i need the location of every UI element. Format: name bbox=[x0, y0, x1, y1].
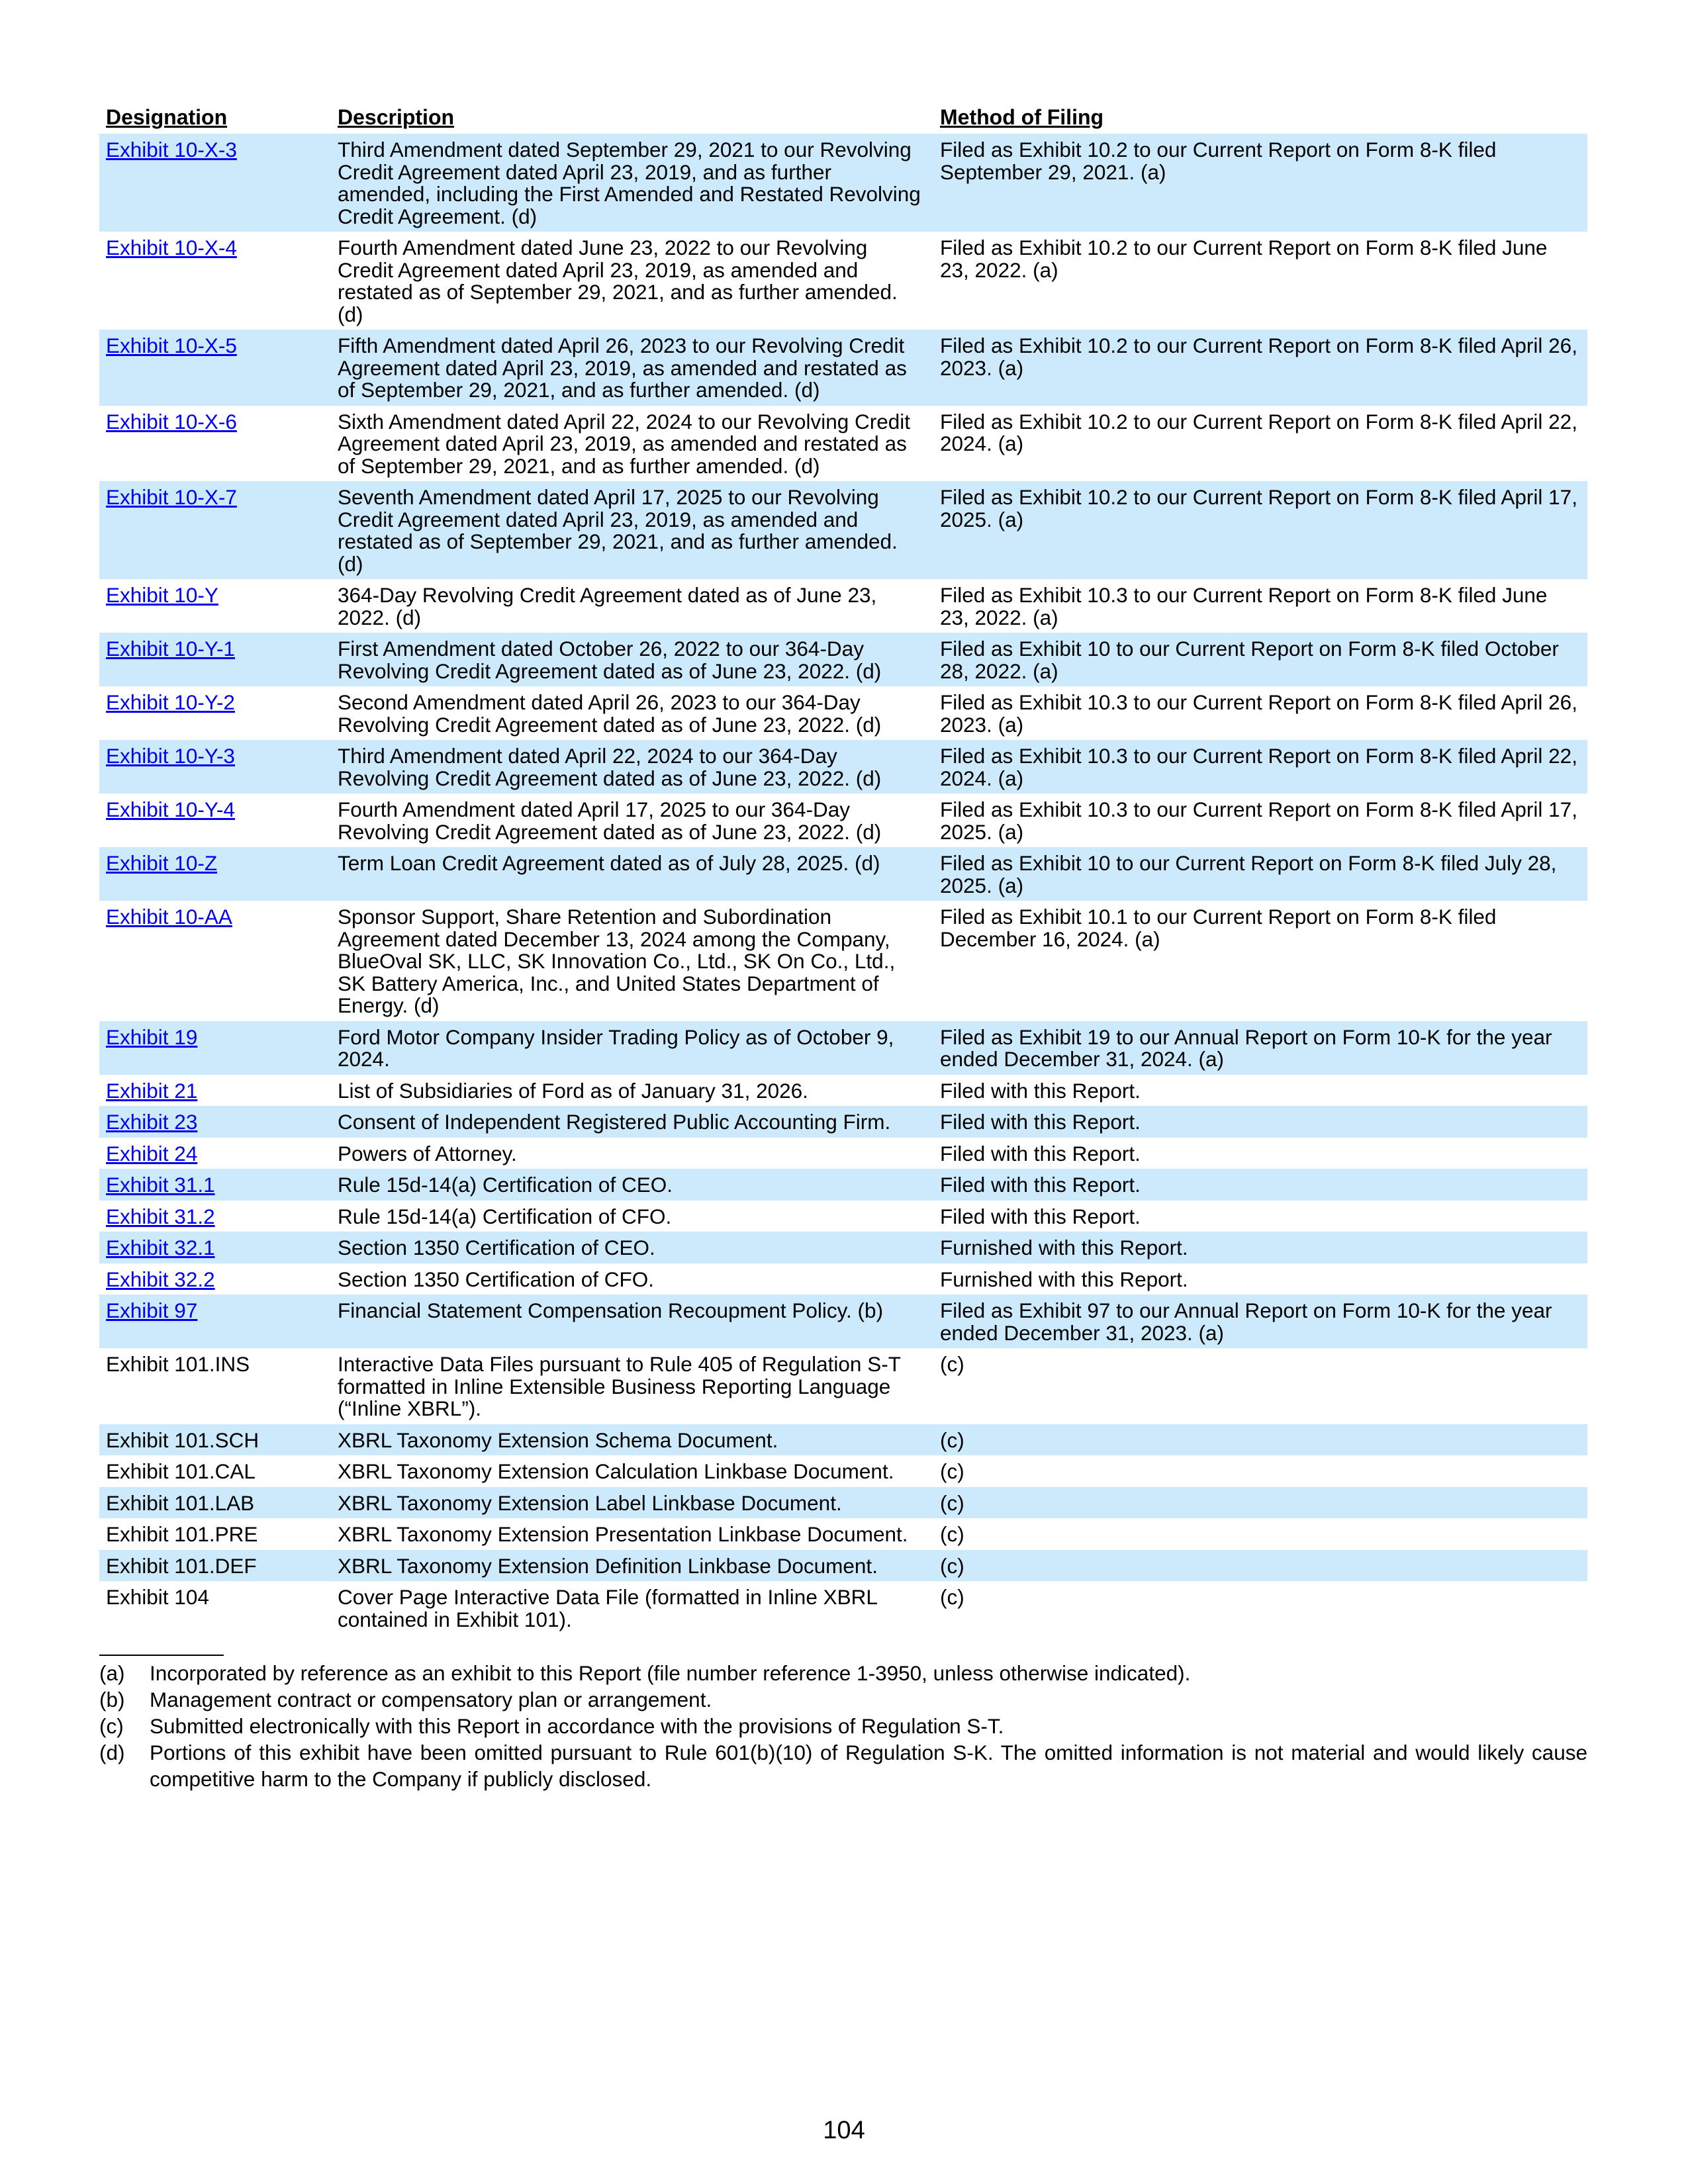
designation-cell bbox=[99, 740, 331, 794]
footnote-text: Incorporated by reference as an exhibit to this Report (file number reference 1-3950, unless otherwise indicated). bbox=[150, 1661, 1191, 1685]
method-of-filing-cell: (c) bbox=[933, 1424, 1587, 1456]
designation-cell bbox=[99, 1201, 331, 1232]
footnote-key: (d) bbox=[99, 1741, 125, 1764]
method-of-filing-cell: Filed as Exhibit 10.1 to our Current Report on Form 8-K filed December 16, 2024. (a) bbox=[940, 905, 1497, 951]
table-row bbox=[99, 1518, 1587, 1550]
description-cell: Second Amendment dated April 26, 2023 to our 364-Day Revolving Credit Agreement dated as of June 23, 2022. (d) bbox=[338, 690, 882, 737]
description-cell: Third Amendment dated April 22, 2024 to our 364-Day Revolving Credit Agreement dated as of June 23, 2022. (d) bbox=[331, 740, 933, 794]
description-cell: Sixth Amendment dated April 22, 2024 to our Revolving Credit Agreement dated April 23, 2019, as amended and restated as of September 29, 2021, and as further amended. (d) bbox=[338, 409, 911, 478]
description-cell: XBRL Taxonomy Extension Definition Linkbase Document. bbox=[331, 1550, 933, 1582]
exhibit-designation: Exhibit 101.CAL bbox=[106, 1459, 256, 1483]
footnote-key: (b) bbox=[99, 1688, 125, 1711]
description-cell: First Amendment dated October 26, 2022 to our 364-Day Revolving Credit Agreement dated as of June 23, 2022. (d) bbox=[331, 633, 933, 686]
designation-cell bbox=[99, 134, 331, 232]
exhibits-table bbox=[99, 99, 1587, 1635]
exhibit-link[interactable]: Exhibit 10-X-5 bbox=[106, 334, 237, 357]
footnote-text: Submitted electronically with this Report in accordance with the provisions of Regulation S-T. bbox=[150, 1714, 1004, 1738]
table-row bbox=[99, 1075, 1587, 1107]
designation-cell bbox=[99, 1424, 331, 1456]
exhibit-link[interactable]: Exhibit 10-Z bbox=[106, 851, 218, 875]
table-row bbox=[99, 1424, 1587, 1456]
footnote bbox=[99, 1660, 1587, 1686]
designation-cell bbox=[99, 686, 331, 740]
exhibit-designation: Exhibit 104 bbox=[106, 1585, 209, 1609]
table-row bbox=[99, 579, 1587, 633]
method-of-filing-cell: Filed as Exhibit 10 to our Current Report on Form 8-K filed October 28, 2022. (a) bbox=[933, 633, 1587, 686]
method-of-filing-cell: Filed with this Report. bbox=[940, 1078, 1141, 1103]
table-row bbox=[99, 1138, 1587, 1169]
description-cell: Rule 15d-14(a) Certification of CFO. bbox=[338, 1204, 672, 1228]
description-cell: Interactive Data Files pursuant to Rule 405 of Regulation S-T formatted in Inline Extensible Business Reporting Language (“Inline XBRL”). bbox=[338, 1352, 901, 1420]
exhibit-link[interactable]: Exhibit 97 bbox=[106, 1298, 198, 1322]
table-row bbox=[99, 740, 1587, 794]
method-of-filing-cell: Filed as Exhibit 10.2 to our Current Report on Form 8-K filed September 29, 2021. (a) bbox=[933, 134, 1587, 232]
table-row bbox=[99, 686, 1587, 740]
description-cell: XBRL Taxonomy Extension Calculation Linkbase Document. bbox=[338, 1459, 894, 1483]
exhibit-link[interactable]: Exhibit 10-AA bbox=[106, 905, 232, 929]
method-of-filing-cell: (c) bbox=[933, 1550, 1587, 1582]
table-row bbox=[99, 406, 1587, 482]
exhibit-link[interactable]: Exhibit 21 bbox=[106, 1078, 198, 1103]
table-row bbox=[99, 1201, 1587, 1232]
method-of-filing-cell: Filed with this Report. bbox=[933, 1106, 1587, 1138]
designation-cell bbox=[99, 1075, 331, 1107]
table-row bbox=[99, 330, 1587, 406]
exhibit-link[interactable]: Exhibit 32.1 bbox=[106, 1236, 215, 1259]
table-row bbox=[99, 1263, 1587, 1295]
exhibit-link[interactable]: Exhibit 10-Y-3 bbox=[106, 744, 235, 768]
footnote-text: Management contract or compensatory plan or arrangement. bbox=[150, 1688, 712, 1711]
exhibit-link[interactable]: Exhibit 10-Y-4 bbox=[106, 797, 235, 821]
designation-cell bbox=[99, 901, 331, 1021]
header-method-of-filing: Method of Filing bbox=[940, 105, 1104, 129]
table-header-row bbox=[99, 99, 1587, 134]
table-row bbox=[99, 794, 1587, 847]
method-of-filing-cell: Filed with this Report. bbox=[940, 1204, 1141, 1228]
designation-cell bbox=[99, 232, 331, 330]
description-cell: Consent of Independent Registered Public Accounting Firm. bbox=[331, 1106, 933, 1138]
designation-cell bbox=[99, 1263, 331, 1295]
method-of-filing-cell: Filed as Exhibit 10.3 to our Current Report on Form 8-K filed April 22, 2024. (a) bbox=[933, 740, 1587, 794]
exhibit-link[interactable]: Exhibit 10-X-3 bbox=[106, 138, 237, 161]
description-cell: Term Loan Credit Agreement dated as of July 28, 2025. (d) bbox=[331, 847, 933, 901]
description-cell: Section 1350 Certification of CEO. bbox=[331, 1232, 933, 1263]
designation-cell bbox=[99, 1550, 331, 1582]
method-of-filing-cell: Filed as Exhibit 10.2 to our Current Report on Form 8-K filed April 26, 2023. (a) bbox=[933, 330, 1587, 406]
description-cell: XBRL Taxonomy Extension Label Linkbase Document. bbox=[331, 1487, 933, 1519]
table-row bbox=[99, 1295, 1587, 1348]
exhibit-link[interactable]: Exhibit 19 bbox=[106, 1024, 198, 1049]
designation-cell bbox=[99, 1106, 331, 1138]
method-of-filing-cell: (c) bbox=[940, 1522, 964, 1546]
exhibit-link[interactable]: Exhibit 10-Y-1 bbox=[106, 637, 235, 660]
designation-cell bbox=[99, 1581, 331, 1635]
exhibit-designation: Exhibit 101.DEF bbox=[106, 1553, 257, 1578]
table-row bbox=[99, 481, 1587, 579]
method-of-filing-cell: Filed as Exhibit 97 to our Annual Report on Form 10-K for the year ended December 31, 2023. (a) bbox=[933, 1295, 1587, 1348]
footnote bbox=[99, 1739, 1587, 1792]
footnote-key: (a) bbox=[99, 1661, 125, 1685]
method-of-filing-cell: Filed as Exhibit 10.2 to our Current Report on Form 8-K filed April 17, 2025. (a) bbox=[933, 481, 1587, 579]
method-of-filing-cell: (c) bbox=[933, 1487, 1587, 1519]
table-row bbox=[99, 134, 1587, 232]
method-of-filing-cell: Filed as Exhibit 10.3 to our Current Report on Form 8-K filed June 23, 2022. (a) bbox=[940, 583, 1548, 629]
description-cell: Powers of Attorney. bbox=[338, 1141, 517, 1165]
designation-cell bbox=[99, 579, 331, 633]
designation-cell bbox=[99, 847, 331, 901]
description-cell: Rule 15d-14(a) Certification of CEO. bbox=[331, 1169, 933, 1201]
exhibit-link[interactable]: Exhibit 10-X-4 bbox=[106, 236, 237, 259]
exhibit-designation: Exhibit 101.PRE bbox=[106, 1522, 258, 1546]
table-row bbox=[99, 901, 1587, 1021]
method-of-filing-cell: (c) bbox=[940, 1459, 964, 1483]
table-row bbox=[99, 1232, 1587, 1263]
header-description: Description bbox=[338, 105, 455, 129]
table-row bbox=[99, 1550, 1587, 1582]
footnotes bbox=[99, 1660, 1587, 1792]
exhibit-link[interactable]: Exhibit 10-Y bbox=[106, 583, 218, 607]
description-cell: Cover Page Interactive Data File (formatted in Inline XBRL contained in Exhibit 101). bbox=[338, 1585, 877, 1631]
exhibit-link[interactable]: Exhibit 31.2 bbox=[106, 1204, 215, 1228]
header-designation: Designation bbox=[106, 105, 228, 129]
designation-cell bbox=[99, 1518, 331, 1550]
footnote bbox=[99, 1713, 1587, 1739]
description-cell: Fourth Amendment dated June 23, 2022 to our Revolving Credit Agreement dated April 23, 2019, as amended and restated as of September 29, 2021, and as further amended. (d) bbox=[338, 236, 898, 326]
exhibit-link[interactable]: Exhibit 10-Y-2 bbox=[106, 690, 235, 714]
method-of-filing-cell: Filed as Exhibit 10.3 to our Current Report on Form 8-K filed April 17, 2025. (a) bbox=[940, 797, 1577, 844]
table-row bbox=[99, 1021, 1587, 1075]
table-row bbox=[99, 1348, 1587, 1424]
method-of-filing-cell: Filed with this Report. bbox=[940, 1141, 1141, 1165]
table-row bbox=[99, 847, 1587, 901]
description-cell: List of Subsidiaries of Ford as of January 31, 2026. bbox=[338, 1078, 808, 1103]
designation-cell bbox=[99, 1021, 331, 1075]
method-of-filing-cell: Filed as Exhibit 10 to our Current Report on Form 8-K filed July 28, 2025. (a) bbox=[933, 847, 1587, 901]
method-of-filing-cell: (c) bbox=[940, 1352, 964, 1376]
method-of-filing-cell: Furnished with this Report. bbox=[933, 1232, 1587, 1263]
table-row bbox=[99, 1169, 1587, 1201]
description-cell: XBRL Taxonomy Extension Schema Document. bbox=[331, 1424, 933, 1456]
designation-cell bbox=[99, 1348, 331, 1424]
designation-cell bbox=[99, 1138, 331, 1169]
table-row bbox=[99, 1581, 1587, 1635]
exhibit-index bbox=[99, 99, 1587, 1792]
exhibit-designation: Exhibit 101.LAB bbox=[106, 1490, 255, 1515]
footnote-text: Portions of this exhibit have been omitted pursuant to Rule 601(b)(10) of Regulation S-K. The omitted information is not material and would likely cause competitive harm to the Company if publicly disclosed. bbox=[150, 1741, 1587, 1791]
exhibit-link[interactable]: Exhibit 31.1 bbox=[106, 1173, 215, 1197]
method-of-filing-cell: Furnished with this Report. bbox=[940, 1267, 1188, 1291]
designation-cell bbox=[99, 1295, 331, 1348]
description-cell: Section 1350 Certification of CFO. bbox=[338, 1267, 654, 1291]
designation-cell bbox=[99, 481, 331, 579]
description-cell: Seventh Amendment dated April 17, 2025 to our Revolving Credit Agreement dated April 23, 2019, as amended and restated as of September 29, 2021, and as further amended. (d) bbox=[331, 481, 933, 579]
designation-cell bbox=[99, 1232, 331, 1263]
exhibit-link[interactable]: Exhibit 32.2 bbox=[106, 1267, 215, 1291]
description-cell: XBRL Taxonomy Extension Presentation Linkbase Document. bbox=[338, 1522, 908, 1546]
exhibit-link[interactable]: Exhibit 23 bbox=[106, 1110, 198, 1134]
description-cell: Fourth Amendment dated April 17, 2025 to our 364-Day Revolving Credit Agreement dated as of June 23, 2022. (d) bbox=[338, 797, 882, 844]
designation-cell bbox=[99, 1455, 331, 1487]
table-row bbox=[99, 1106, 1587, 1138]
description-cell: Fifth Amendment dated April 26, 2023 to our Revolving Credit Agreement dated April 23, 2019, as amended and restated as of September 29, 2021, and as further amended. (d) bbox=[331, 330, 933, 406]
table-row bbox=[99, 1455, 1587, 1487]
description-cell: Sponsor Support, Share Retention and Subordination Agreement dated December 13, 2024 among the Company, BlueOval SK, LLC, SK Innovation Co., Ltd., SK On Co., Ltd., SK Battery America, Inc., and United States Department of Energy. (d) bbox=[338, 905, 896, 1017]
exhibit-designation: Exhibit 101.SCH bbox=[106, 1428, 259, 1452]
method-of-filing-cell: Filed as Exhibit 10.3 to our Current Report on Form 8-K filed April 26, 2023. (a) bbox=[940, 690, 1577, 737]
method-of-filing-cell: Filed as Exhibit 10.2 to our Current Report on Form 8-K filed June 23, 2022. (a) bbox=[940, 236, 1548, 282]
description-cell: Financial Statement Compensation Recoupment Policy. (b) bbox=[331, 1295, 933, 1348]
exhibit-link[interactable]: Exhibit 10-X-6 bbox=[106, 409, 237, 433]
description-cell: 364-Day Revolving Credit Agreement dated as of June 23, 2022. (d) bbox=[338, 583, 877, 629]
table-row bbox=[99, 633, 1587, 686]
method-of-filing-cell: Filed with this Report. bbox=[933, 1169, 1587, 1201]
description-cell: Third Amendment dated September 29, 2021 to our Revolving Credit Agreement dated April 23, 2019, and as further amended, including the First Amended and Restated Revolving Credit Agreement. (d) bbox=[331, 134, 933, 232]
designation-cell bbox=[99, 1169, 331, 1201]
method-of-filing-cell: Filed as Exhibit 19 to our Annual Report on Form 10-K for the year ended December 31, 2024. (a) bbox=[933, 1021, 1587, 1075]
exhibit-designation: Exhibit 101.INS bbox=[106, 1352, 250, 1376]
designation-cell bbox=[99, 633, 331, 686]
designation-cell bbox=[99, 330, 331, 406]
exhibits-table-body bbox=[99, 134, 1587, 1635]
description-cell: Ford Motor Company Insider Trading Policy as of October 9, 2024. bbox=[331, 1021, 933, 1075]
page-number: 104 bbox=[823, 2116, 865, 2144]
exhibit-link[interactable]: Exhibit 10-X-7 bbox=[106, 485, 237, 509]
table-row bbox=[99, 232, 1587, 330]
designation-cell bbox=[99, 1487, 331, 1519]
footnote-key: (c) bbox=[99, 1714, 124, 1738]
footnote-divider bbox=[99, 1655, 224, 1656]
exhibit-link[interactable]: Exhibit 24 bbox=[106, 1141, 198, 1165]
footnote bbox=[99, 1686, 1587, 1713]
designation-cell bbox=[99, 406, 331, 482]
method-of-filing-cell: Filed as Exhibit 10.2 to our Current Report on Form 8-K filed April 22, 2024. (a) bbox=[940, 409, 1577, 455]
table-row bbox=[99, 1487, 1587, 1519]
method-of-filing-cell: (c) bbox=[940, 1585, 964, 1609]
designation-cell bbox=[99, 794, 331, 847]
